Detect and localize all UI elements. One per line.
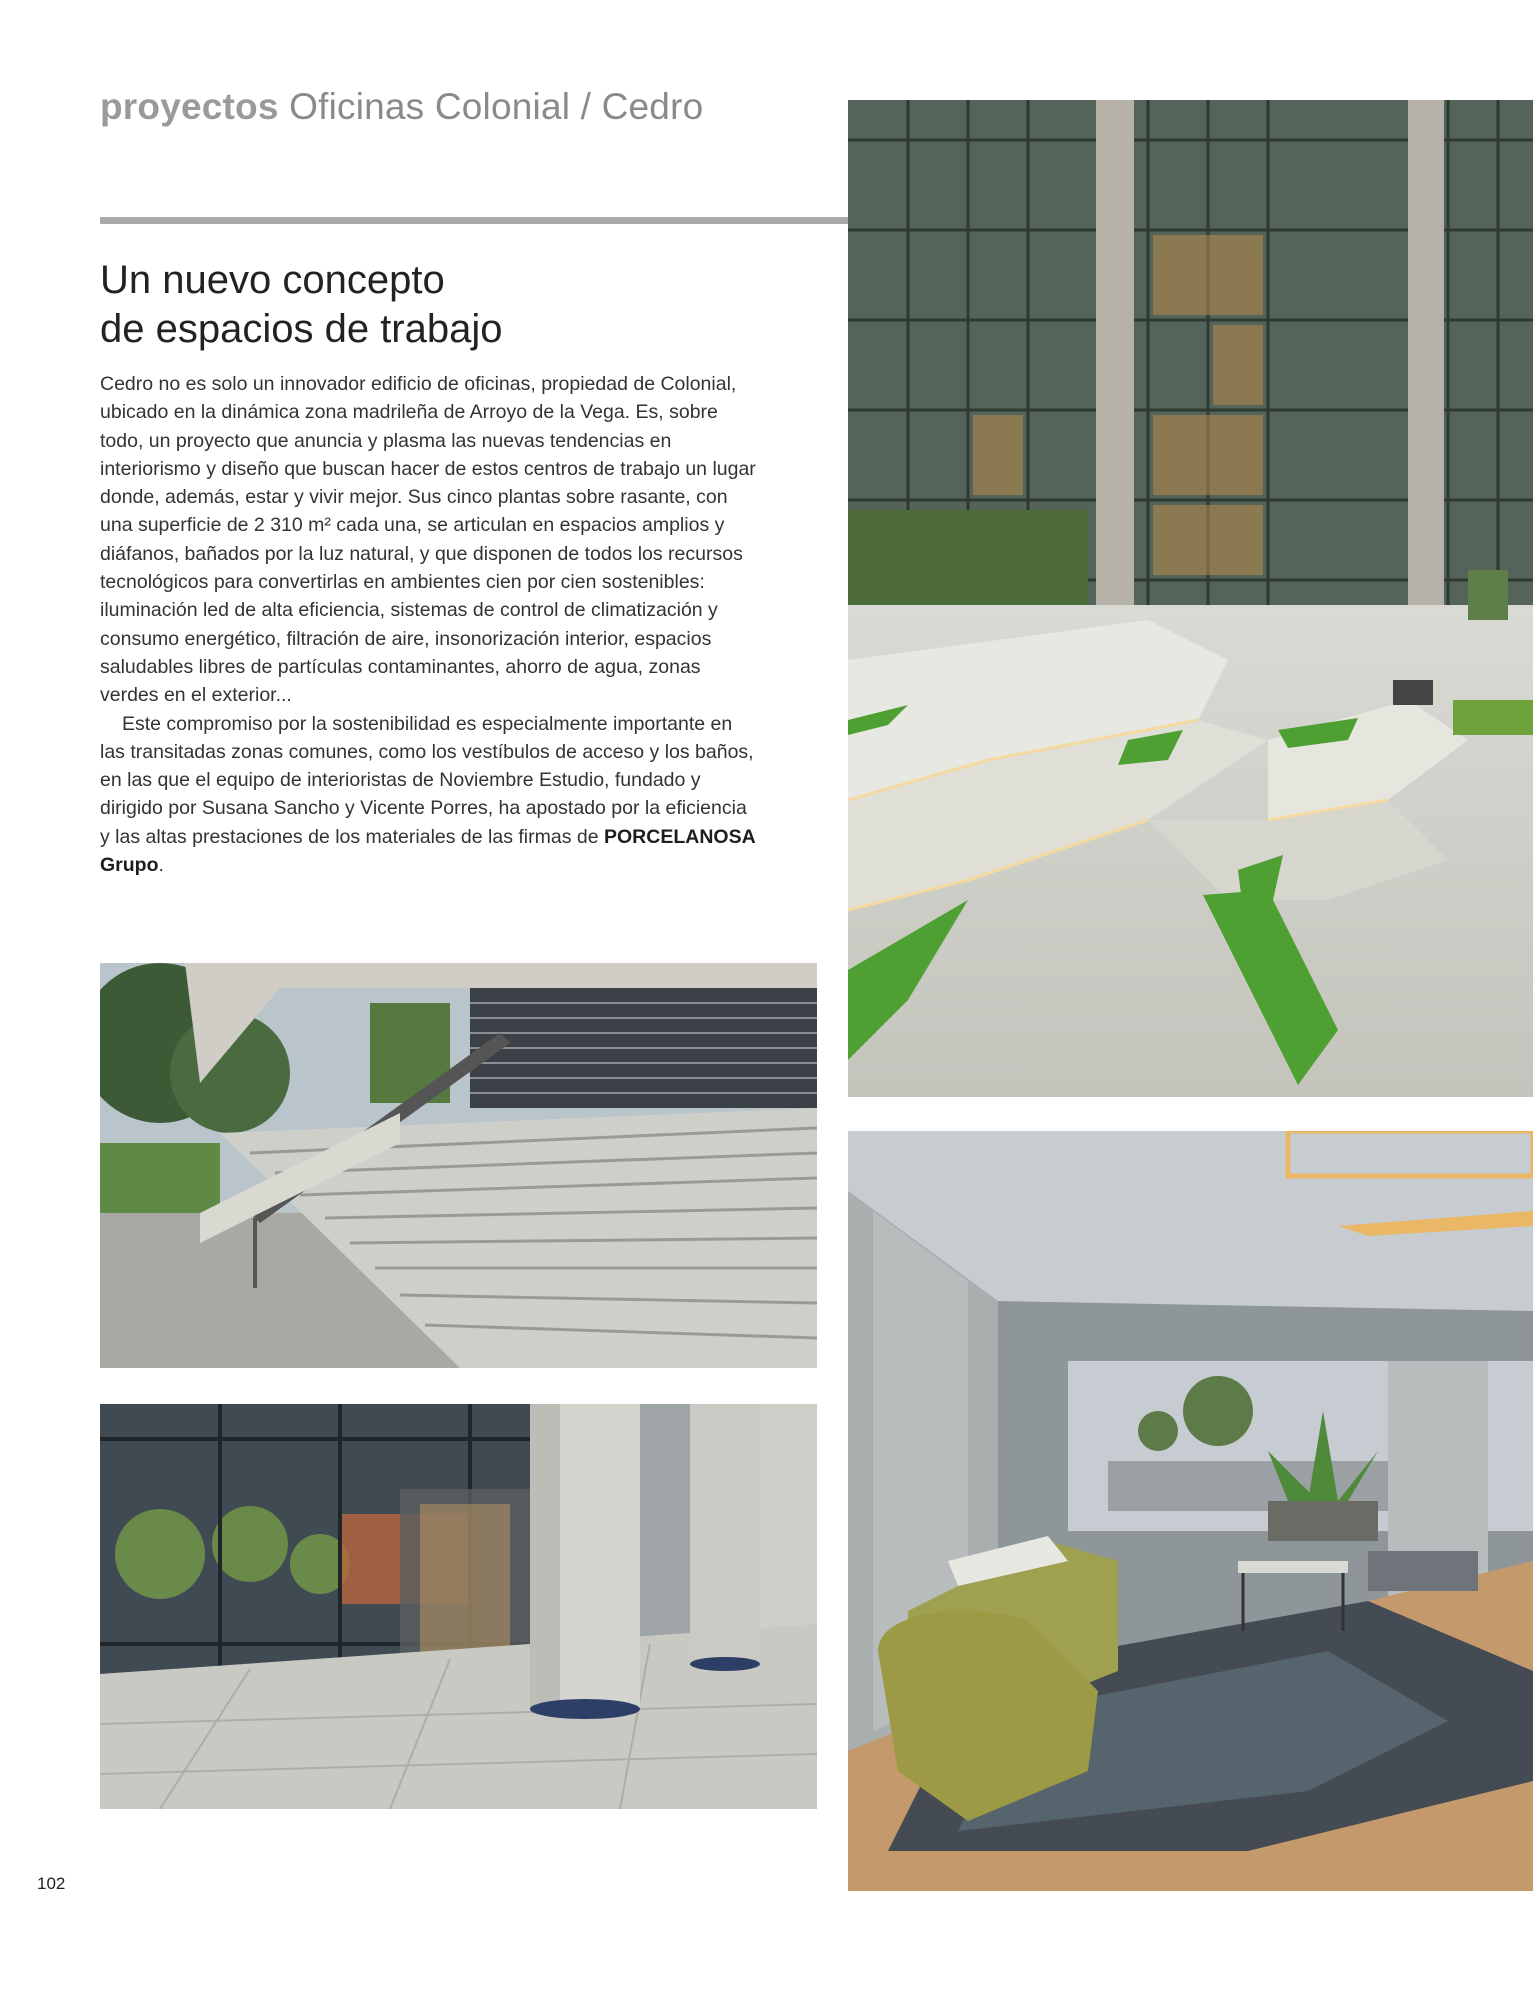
- header-rule: [100, 217, 848, 224]
- project-name: Oficinas Colonial / Cedro: [289, 86, 704, 127]
- headline-line-2: de espacios de trabajo: [100, 307, 503, 351]
- section-word: proyectos: [100, 86, 279, 127]
- paragraph-1: Cedro no es solo un innovador edificio de oficinas, propiedad de Colonial, ubicado en la dinámica zona madrileña de Arroyo de la Vega. Es, sobre todo, un proyecto que anuncia y plasma las nuevas tendencias en interiorismo y diseño que buscan hacer de estos centros de trabajo un lugar donde, además, estar y vivir mejor. Sus cinco plantas sobre rasante, con una superficie de 2 310 m² cada una, se articulan en espacios amplios y diáfanos, bañados por la luz natural, y que disponen de todos los recursos tecnológicos para convertirlas en ambientes cien por cien sostenibles: iluminación led de alta eficiencia, sistemas de control de climatización y consumo energético, filtración de aire, insonorización interior, espacios saludables libres de partículas contaminantes, ahorro de agua, zonas verdes en el exterior...: [100, 373, 756, 707]
- entrance-photo: [100, 1404, 817, 1809]
- atrium-photo: [848, 100, 1533, 1097]
- paragraph-2-text: Este compromiso por la sostenibilidad es especialmente importante en las transitadas zonas comunes, como los vestíbulos de acceso y los baños, en las que el equipo de interioristas de Noviembre Estudio, fundado y dirigido por Susana Sancho y Vicente Porres, ha apostado por la eficiencia y las altas prestaciones de los materiales de las firmas de: [100, 712, 754, 848]
- brand-name: PORCELANOSA Grupo: [100, 825, 755, 877]
- section-header: [100, 86, 703, 128]
- headline-line-1: Un nuevo concepto: [100, 258, 445, 302]
- article-headline: [100, 256, 720, 354]
- paragraph-2-end: .: [158, 854, 164, 877]
- lobby-photo: [848, 1131, 1533, 1891]
- stairs-photo: [100, 963, 817, 1368]
- article-body: [100, 370, 760, 879]
- paragraph-2: [100, 710, 760, 880]
- page-number: 102: [37, 1874, 66, 1893]
